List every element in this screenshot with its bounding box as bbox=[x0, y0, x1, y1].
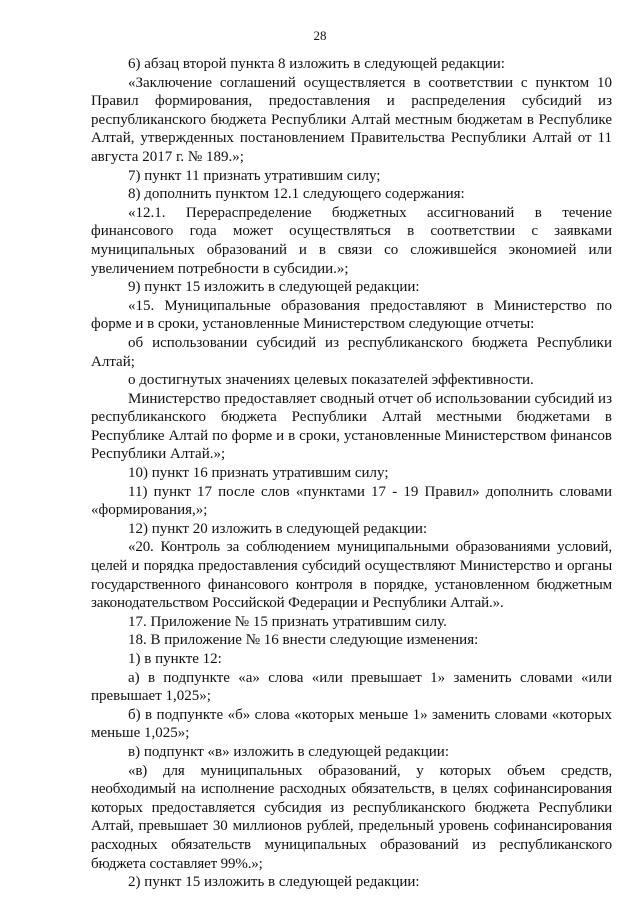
document-body bbox=[91, 55, 612, 892]
paragraph: 1) в пункте 12: bbox=[128, 651, 222, 667]
paragraph: 8) дополнить пунктом 12.1 следующего содержания: bbox=[128, 186, 465, 203]
paragraph: 7) пункт 11 признать утратившим силу; bbox=[128, 167, 381, 184]
paragraph: 9) пункт 15 изложить в следующей редакции: bbox=[128, 279, 420, 296]
paragraph: «12.1. Перераспределение бюджетных ассигнований в течение финансового года может осуществляться в соответствии с заявками муниципальных образований и в связи со сложившейся экономией или увеличением потребности в субсидии.»; bbox=[91, 204, 612, 277]
paragraph: а) в подпункте «а» слова «или превышает 1» заменить словами «или превышает 1,025»; bbox=[91, 669, 612, 705]
paragraph: «Заключение соглашений осуществляется в соответствии с пунктом 10 Правил формирования, предоставления и распределения субсидий из республиканского бюджета Республики Алтай местным бюджетам в Республике Алтай, утвержденных постановлением Правительства Республики Алтай от 11 августа 2017 г. № 189.»; bbox=[91, 74, 612, 165]
paragraph: Министерство предоставляет сводный отчет об использовании субсидий из республиканского бюджета Республики Алтай местными бюджетами в Республике Алтай по форме и в сроки, установленные Министерством финансов Республики Алтай.»; bbox=[91, 390, 612, 463]
paragraph: «в) для муниципальных образований, у которых объем средств, необходимый на исполнение расходных обязательств, в целях софинансирования которых предоставляется субсидия из республиканского бюджета Республики Алтай, превышает 30 миллионов рублей, предельный уровень софинансирования расходных обязательств муниципальных образований из республиканского бюджета составляет 99%.»; bbox=[91, 762, 612, 872]
paragraph: 18. В приложение № 16 внести следующие изменения: bbox=[128, 632, 479, 649]
paragraph: 2) пункт 15 изложить в следующей редакции: bbox=[128, 874, 420, 891]
paragraph: б) в подпункте «б» слова «которых меньше 1» заменить словами «которых меньше 1,025»; bbox=[91, 706, 612, 742]
paragraph: 12) пункт 20 изложить в следующей редакции: bbox=[128, 520, 428, 537]
paragraph: «20. Контроль за соблюдением муниципальными образованиями условий, целей и порядка предоставления субсидий осуществляют Министерство и органы государственного финансового контроля в порядке, установленном бюджетным законодательством Российской Федерации и Республики Алтай.». bbox=[91, 539, 612, 612]
paragraph: 10) пункт 16 признать утратившим силу; bbox=[128, 465, 389, 482]
paragraph: 17. Приложение № 15 признать утратившим силу. bbox=[128, 613, 447, 630]
paragraph: в) подпункт «в» изложить в следующей редакции: bbox=[128, 743, 449, 760]
paragraph: «15. Муниципальные образования предоставляют в Министерство по форме и в сроки, установленные Министерством следующие отчеты: bbox=[91, 297, 612, 333]
paragraph: 6) абзац второй пункта 8 изложить в следующей редакции: bbox=[128, 56, 505, 72]
paragraph: о достигнутых значениях целевых показателей эффективности. bbox=[128, 372, 534, 389]
paragraph: 11) пункт 17 после слов «пунктами 17 - 19 Правил» дополнить словами «формирования,»; bbox=[91, 483, 612, 519]
page-number: 28 bbox=[313, 28, 327, 43]
paragraph: об использовании субсидий из республиканского бюджета Республики Алтай; bbox=[91, 334, 612, 370]
